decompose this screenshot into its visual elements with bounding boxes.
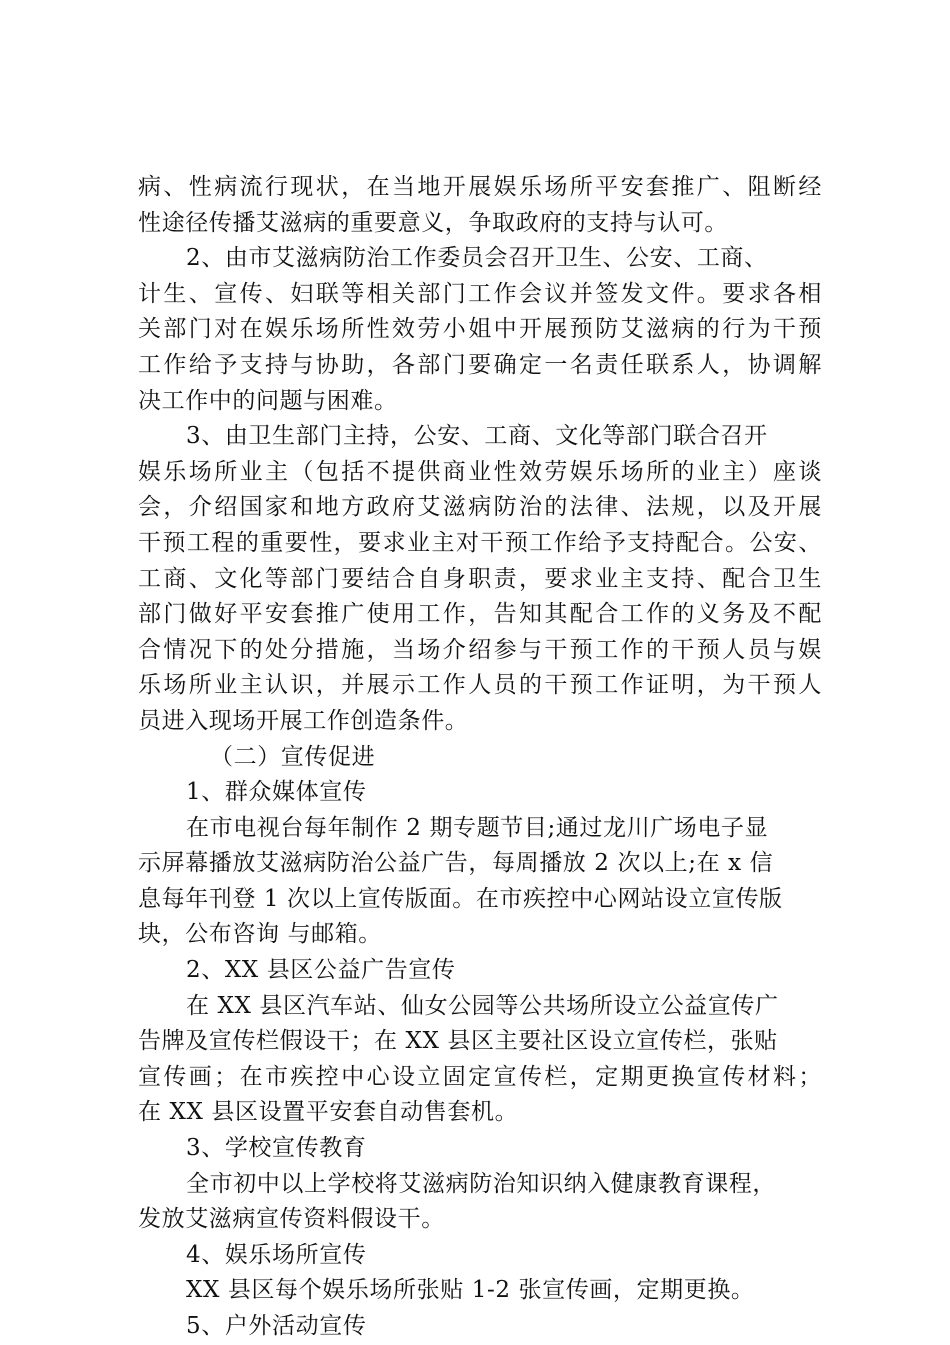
text-line: 乐场所业主认识，并展示工作人员的干预工作证明，为干预人 bbox=[138, 672, 822, 699]
text-line: 干预工程的重要性，要求业主对干预工作给予支持配合。公安、 bbox=[138, 529, 822, 556]
text-line: 会，介绍国家和地方政府艾滋病防治的法律、法规，以及开展 bbox=[138, 494, 822, 521]
text-line: 病、性病流行现状，在当地开展娱乐场所平安套推广、阻断经 bbox=[138, 174, 822, 200]
text-line: 示屏幕播放艾滋病防治公益广告，每周播放 2 次以上;在 x 信 bbox=[138, 850, 774, 877]
text-line: 4、娱乐场所宣传 bbox=[186, 1241, 367, 1268]
text-line: 在 XX 县区设置平安套自动售套机。 bbox=[138, 1099, 519, 1126]
text-line: 部门做好平安套推广使用工作，告知其配合工作的义务及不配 bbox=[138, 601, 822, 628]
text-line: 2、XX 县区公益广告宣传 bbox=[186, 957, 456, 984]
text-line: 工商、文化等部门要结合自身职责，要求业主支持、配合卫生 bbox=[138, 565, 822, 592]
text-line: 性途径传播艾滋病的重要意义，争取政府的支持与认可。 bbox=[138, 209, 728, 236]
text-line: 1、群众媒体宣传 bbox=[186, 779, 367, 806]
text-line: 块，公布咨询 与邮箱。 bbox=[138, 921, 382, 948]
text-line: （二）宣传促进 bbox=[210, 743, 376, 770]
text-line: 决工作中的问题与困难。 bbox=[138, 387, 398, 414]
text-line: 关部门对在娱乐场所性效劳小姐中开展预防艾滋病的行为干预 bbox=[138, 316, 822, 343]
text-line: 发放艾滋病宣传资料假设干。 bbox=[138, 1206, 445, 1233]
text-line: 计生、宣传、妇联等相关部门工作会议并签发文件。要求各相 bbox=[138, 280, 822, 307]
text-line: 合情况下的处分措施，当场介绍参与干预工作的干预人员与娱 bbox=[138, 636, 822, 663]
text-line: 3、学校宣传教育 bbox=[186, 1135, 367, 1162]
text-line: 工作给予支持与协助，各部门要确定一名责任联系人，协调解 bbox=[138, 351, 822, 378]
text-line: 3、由卫生部门主持，公安、工商、文化等部门联合召开 bbox=[186, 423, 768, 450]
text-line: 员进入现场开展工作创造条件。 bbox=[138, 707, 469, 734]
text-line: 娱乐场所业主（包括不提供商业性效劳娱乐场所的业主）座谈 bbox=[138, 458, 822, 485]
text-line: 全市初中以上学校将艾滋病防治知识纳入健康教育课程， bbox=[186, 1170, 776, 1197]
text-line: 告牌及宣传栏假设干；在 XX 县区主要社区设立宣传栏，张贴 bbox=[138, 1028, 778, 1055]
text-line: 5、户外活动宣传 bbox=[186, 1313, 367, 1339]
document-body bbox=[138, 170, 822, 1345]
text-line: 在市电视台每年制作 2 期专题节目;通过龙川广场电子显 bbox=[186, 814, 769, 841]
text-line: XX 县区每个娱乐场所张贴 1-2 张宣传画，定期更换。 bbox=[186, 1277, 755, 1304]
text-line: 宣传画；在市疾控中心设立固定宣传栏，定期更换宣传材料； bbox=[138, 1063, 822, 1090]
text-line: 在 XX 县区汽车站、仙女公园等公共场所设立公益宣传广 bbox=[186, 992, 779, 1019]
text-line: 息每年刊登 1 次以上宣传版面。在市疾控中心网站设立宣传版 bbox=[138, 885, 783, 912]
text-line: 2、由市艾滋病防治工作委员会召开卫生、公安、工商、 bbox=[186, 245, 768, 272]
